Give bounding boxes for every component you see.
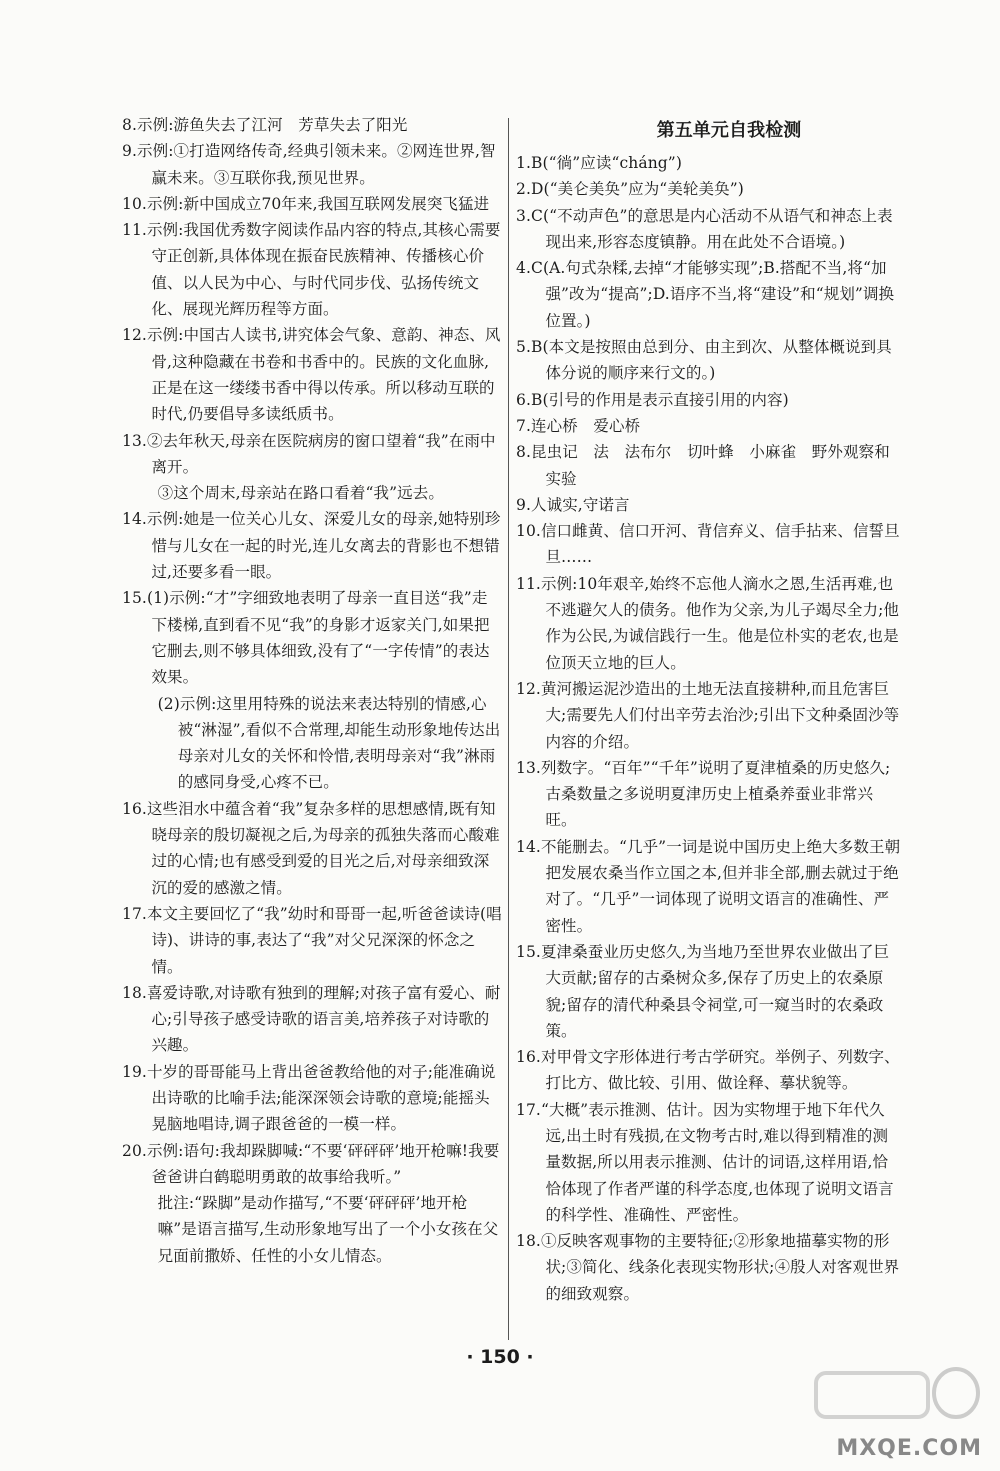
right-column — [516, 112, 902, 1307]
answer-item: ③这个周末,母亲站在路口看着“我”远去。 — [157, 484, 444, 503]
answer-item: 19.十岁的哥哥能马上背出爸爸教给他的对子;能准确说出诗歌的比喻手法;能深深领会诗歌的意境;能摇头晃脑地唱诗,调子跟爸爸的一模一样。 — [122, 1062, 496, 1134]
answer-item: 7.连心桥 爱心桥 — [516, 416, 641, 435]
answer-item: 11.示例:10年艰辛,始终不忘他人滴水之恩,生活再难,也不逃避欠人的债务。他作为父亲,为儿子竭尽全力;他作为公民,为诚信践行一生。他是位朴实的老农,也是位顶天立地的巨人。 — [516, 574, 899, 672]
answer-item: 1.B(“徜”应读“cháng”) — [516, 154, 682, 172]
answer-item: 5.B(本文是按照由总到分、由主到次、从整体概说到具体分说的顺序来行文的。) — [516, 338, 892, 383]
answer-item: 18.①反映客观事物的主要特征;②形象地描摹实物的形状;③简化、线条化表现实物形状;④殷人对客观世界的细致观察。 — [516, 1232, 900, 1303]
answer-item: (2)示例:这里用特殊的说法来表达特别的情感,心被“淋湿”,看似不合常理,却能生动形象地传达出母亲对儿女的关怀和怜惜,表明母亲对“我”淋雨的感同身受,心疼不已。 — [157, 694, 501, 792]
answer-item: 10.示例:新中国成立70年来,我国互联网发展突飞猛进 — [122, 194, 490, 213]
answer-item: 8.示例:游鱼失去了江河 芳草失去了阳光 — [122, 116, 408, 134]
right-answer-list — [516, 150, 902, 1307]
answer-item: 8.昆虫记 法 法布尔 切叶蜂 小麻雀 野外观察和实验 — [516, 443, 890, 488]
answer-item: 14.示例:她是一位关心儿女、深爱儿女的母亲,她特别珍惜与儿女在一起的时光,连儿女离去的背影也不想错过,还要多看一眼。 — [122, 510, 501, 582]
watermark-text: MXQE.COM — [836, 1436, 982, 1461]
answer-item: 9.示例:①打造网络传奇,经典引领未来。②网连世界,智赢未来。③互联你我,预见世界。 — [122, 142, 496, 187]
answer-item: 12.黄河搬运泥沙造出的土地无法直接耕种,而且危害巨大;需要先人们付出辛劳去治沙;引出下文种桑固沙等内容的介绍。 — [516, 679, 900, 751]
answer-item: 15.(1)示例:“才”字细致地表明了母亲一直目送“我”走下楼梯,直到看不见“我”的身影才返家关门,如果把它删去,则不够具体细致,没有了“一字传情”的表达效果。 — [122, 589, 490, 687]
section-title: 第五单元自我检测 — [656, 120, 802, 141]
answer-item: 3.C(“不动声色”的意思是内心活动不从语气和神态上表现出来,形容态度镇静。用在此处不合语境。) — [516, 206, 893, 251]
answer-item: 15.夏津桑蚕业历史悠久,为当地乃至世界农业做出了巨大贡献;留存的古桑树众多,保存了历史上的农桑原貌;留存的清代种桑县令祠堂,可一窥当时的农桑政策。 — [516, 942, 890, 1040]
answer-item: 17.“大概”表示推测、估计。因为实物埋于地下年代久远,出土时有残损,在文物考古时,难以得到精准的测量数据,所以用表示推测、估计的词语,这样用语,恰恰体现了作者严谨的科学态度,也体现了说明文语言的科学性、准确性、严密性。 — [516, 1100, 894, 1224]
answer-item: 4.C(A.句式杂糅,去掉“才能够实现”;B.搭配不当,将“加强”改为“提高”;D.语序不当,将“建设”和“规划”调换位置。) — [516, 259, 895, 330]
answer-item: 12.示例:中国古人读书,讲究体会气象、意韵、神态、风骨,这种隐藏在书卷和书香中的。民族的文化血脉,正是在这一缕缕书香中得以传承。所以移动互联的时代,仍要倡导多读纸质书。 — [122, 326, 501, 424]
answer-item: 9.人诚实,守诺言 — [516, 495, 630, 514]
answer-item: 批注:“跺脚”是动作描写,“不要‘砰砰砰’地开枪嘛”是语言描写,生动形象地写出了一个小女孩在父兄面前撒娇、任性的小女儿情态。 — [157, 1194, 499, 1265]
answer-item: 11.示例:我国优秀数字阅读作品内容的特点,其核心需要守正创新,具体体现在振奋民族精神、传播核心价值、以人民为中心、与时代同步伐、弘扬传统文化、展现光辉历程等方面。 — [122, 221, 501, 319]
answer-item: 2.D(“美仑美奂”应为“美轮美奂”) — [516, 180, 744, 199]
answer-item: 6.B(引号的作用是表示直接引用的内容) — [516, 390, 789, 409]
answer-item: 10.信口雌黄、信口开河、背信弃义、信手拈来、信誓旦旦…… — [516, 522, 900, 567]
answer-item: 20.示例:语句:我却跺脚喊:“不要‘砰砰砰’地开枪嘛!我要爸爸讲白鹤聪明勇敢的故事给我听。” — [122, 1141, 500, 1186]
answer-item: 16.对甲骨文字形体进行考古学研究。举例子、列数字、打比方、做比较、引用、做诠释、摹状貌等。 — [516, 1048, 900, 1093]
answer-item: 17.本文主要回忆了“我”幼时和哥哥一起,听爸爸读诗(唱诗)、讲诗的事,表达了“我”对父兄深深的怀念之情。 — [122, 904, 502, 976]
answer-item: 14.不能删去。“几乎”一词是说中国历史上绝大多数王朝把发展农桑当作立国之本,但并非全部,删去就过于绝对了。“几乎”一词体现了说明文语言的准确性、严密性。 — [516, 837, 901, 935]
answer-item: 16.这些泪水中蕴含着“我”复杂多样的思想感情,既有知晓母亲的殷切凝视之后,为母亲的孤独失落而心酸难过的心情;也有感受到爱的目光之后,对母亲细致深沉的爱的感激之情。 — [122, 799, 500, 897]
answer-item: 13.②去年秋天,母亲在医院病房的窗口望着“我”在雨中离开。 — [122, 431, 496, 476]
column-divider — [508, 118, 509, 1340]
left-column — [122, 112, 502, 1269]
answer-item: 18.喜爱诗歌,对诗歌有独到的理解;对孩子富有爱心、耐心;引导孩子感受诗歌的语言美,培养孩子对诗歌的兴趣。 — [122, 983, 501, 1055]
answer-item: 13.列数字。“百年”“千年”说明了夏津植桑的历史悠久;古桑数量之多说明夏津历史上植桑养蚕业非常兴旺。 — [516, 758, 891, 830]
page-number: · 150 · — [466, 1346, 534, 1368]
